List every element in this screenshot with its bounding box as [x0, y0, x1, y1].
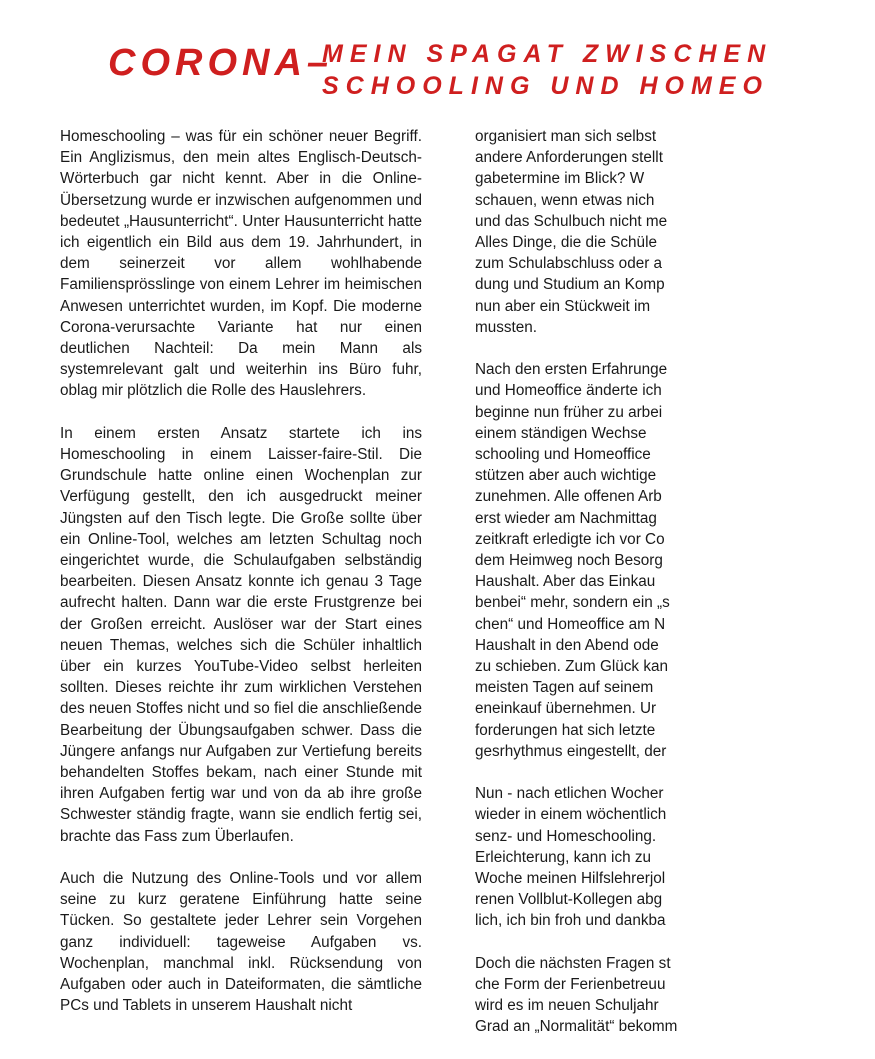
text-line: erst wieder am Nachmittag: [475, 509, 657, 527]
text-line: lich, ich bin froh und dankba: [475, 912, 666, 930]
text-line: zu schieben. Zum Glück kan: [475, 658, 668, 676]
text-line: organisiert man sich selbst: [475, 128, 657, 145]
text-line: Haushalt. Aber das Einkau: [475, 573, 656, 591]
text-line: che Form der Ferienbetreuu: [475, 976, 666, 994]
text-line: Haushalt in den Abend ode: [475, 636, 659, 654]
article-subtitle-line-1: MEIN SPAGAT ZWISCHEN: [322, 40, 773, 68]
body-paragraph: [475, 359, 875, 762]
text-line: eneinkauf übernehmen. Ur: [475, 700, 657, 718]
text-line: dung und Studium an Komp: [475, 276, 665, 294]
body-paragraph: [475, 953, 875, 1038]
text-line: benbei“ mehr, sondern ein „s: [475, 594, 670, 612]
text-line: andere Anforderungen stellt: [475, 149, 663, 167]
text-line: dem Heimweg noch Besorg: [475, 552, 663, 570]
text-line: Grad an „Normalität“ bekomm: [475, 1018, 678, 1036]
text-line: wird es im neuen Schuljahr: [475, 997, 659, 1015]
body-paragraph: [475, 783, 875, 931]
text-line: Nach den ersten Erfahrunge: [475, 361, 668, 379]
text-line: stützen aber auch wichtige: [475, 467, 657, 485]
left-text-column: [60, 126, 422, 1038]
body-paragraph: [475, 126, 875, 338]
text-line: renen Vollblut-Kollegen abg: [475, 891, 663, 909]
text-line: gabetermine im Blick? W: [475, 170, 645, 188]
text-line: und das Schulbuch nicht me: [475, 212, 668, 230]
body-paragraph: Homeschooling – was für ein schöner neuer Begriff. Ein Anglizismus, den mein altes Englisch-Deutsch-Wörterbuch gar nicht kennt. Aber in die Online-Übersetzung wurde er inzwischen aufgenommen und bedeutet „Hausunterricht“. Unter Hausunterricht hatte ich eigentlich ein Bild aus dem 19. Jahrhundert, in dem seinerzeit vor allem wohlhabende Familiensprösslinge von einem Lehrer im heimischen Anwesen unterrichtet wurden, im Kopf. Die moderne Corona-verursachte Variante hat nur einen deutlichen Nachteil: Da mein Mann als systemrelevant galt und weiterhin ins Büro fuhr, oblag mir plötzlich die Rolle des Hauslehrers.: [60, 128, 422, 400]
body-paragraph: In einem ersten Ansatz startete ich ins Homeschooling in einem Laisser-faire-Stil. Die Grundschule hatte online einen Wochenplan zur Verfügung gestellt, den ich ausgedruckt meiner Jüngsten auf den Tisch legte. Die Große sollte über ein Online-Tool, welches am letzten Schultag noch eingerichtet wurde, die Schulaufgaben selbständig bearbeiten. Diesen Ansatz konnte ich genau 3 Tage aufrecht halten. Dann war die erste Frustgrenze bei der Großen erreicht. Auslöser war der Start eines neuen Themas, welches sich die Schüler inhaltlich über ein kurzes YouTube-Video selbst herleiten sollten. Dieses reichte ihr zum wirklichen Verstehen des neuen Stoffes nicht und so fiel die anschließende Bearbeitung der Übungsaufgaben schwer. Dass die Jüngere anfangs nur Aufgaben zur Vertiefung bereits behandelten Stoffes bekam, nach einer Stunde mit ihren Aufgaben fertig war und von da ab ihre große Schwester ständig fragte, wann sie endlich fertig sei, brachte das Fass zum Überlaufen.: [60, 424, 422, 845]
text-line: zum Schulabschluss oder a: [475, 255, 663, 273]
text-line: Woche meinen Hilfslehrerjol: [475, 870, 666, 888]
text-line: chen“ und Homeoffice am N: [475, 615, 666, 633]
text-line: und Homeoffice änderte ich: [475, 382, 662, 400]
article-subtitle-line-2: SCHOOLING UND HOMEO: [322, 72, 769, 100]
text-line: Erleichterung, kann ich zu: [475, 848, 652, 866]
text-line: wieder in einem wöchentlich: [475, 806, 667, 824]
right-text-column: [475, 126, 875, 1059]
text-line: schauen, wenn etwas nich: [475, 191, 655, 209]
text-line: einem ständigen Wechse: [475, 424, 647, 442]
text-line: mussten.: [475, 318, 538, 336]
text-line: forderungen hat sich letzte: [475, 721, 656, 739]
text-line: Doch die nächsten Fragen st: [475, 954, 671, 972]
body-paragraph: Auch die Nutzung des Online-Tools und vor allem seine zu kurz geratene Einführung hatte seine Tücken. So gestaltete jeder Lehrer sein Vorgehen ganz individuell: tageweise Aufgaben vs. Wochenplan, manchmal inkl. Rücksendung von Aufgaben oder auch in Dateiformaten, die sämtliche PCs und Tablets in unserem Haushalt nicht: [60, 870, 422, 1015]
article-title: CORONA–: [108, 42, 334, 84]
text-line: gesrhythmus eingestellt, der: [475, 742, 667, 760]
text-line: Nun - nach etlichen Wocher: [475, 785, 664, 803]
text-line: meisten Tagen auf seinem: [475, 679, 654, 697]
text-line: zunehmen. Alle offenen Arb: [475, 488, 662, 506]
text-line: schooling und Homeoffice: [475, 446, 651, 464]
text-line: senz- und Homeschooling.: [475, 827, 657, 845]
text-line: zeitkraft erledigte ich vor Co: [475, 530, 665, 548]
text-line: Alles Dinge, die die Schüle: [475, 234, 657, 252]
text-line: nun aber ein Stückweit im: [475, 297, 651, 315]
text-line: beginne nun früher zu arbei: [475, 403, 663, 421]
